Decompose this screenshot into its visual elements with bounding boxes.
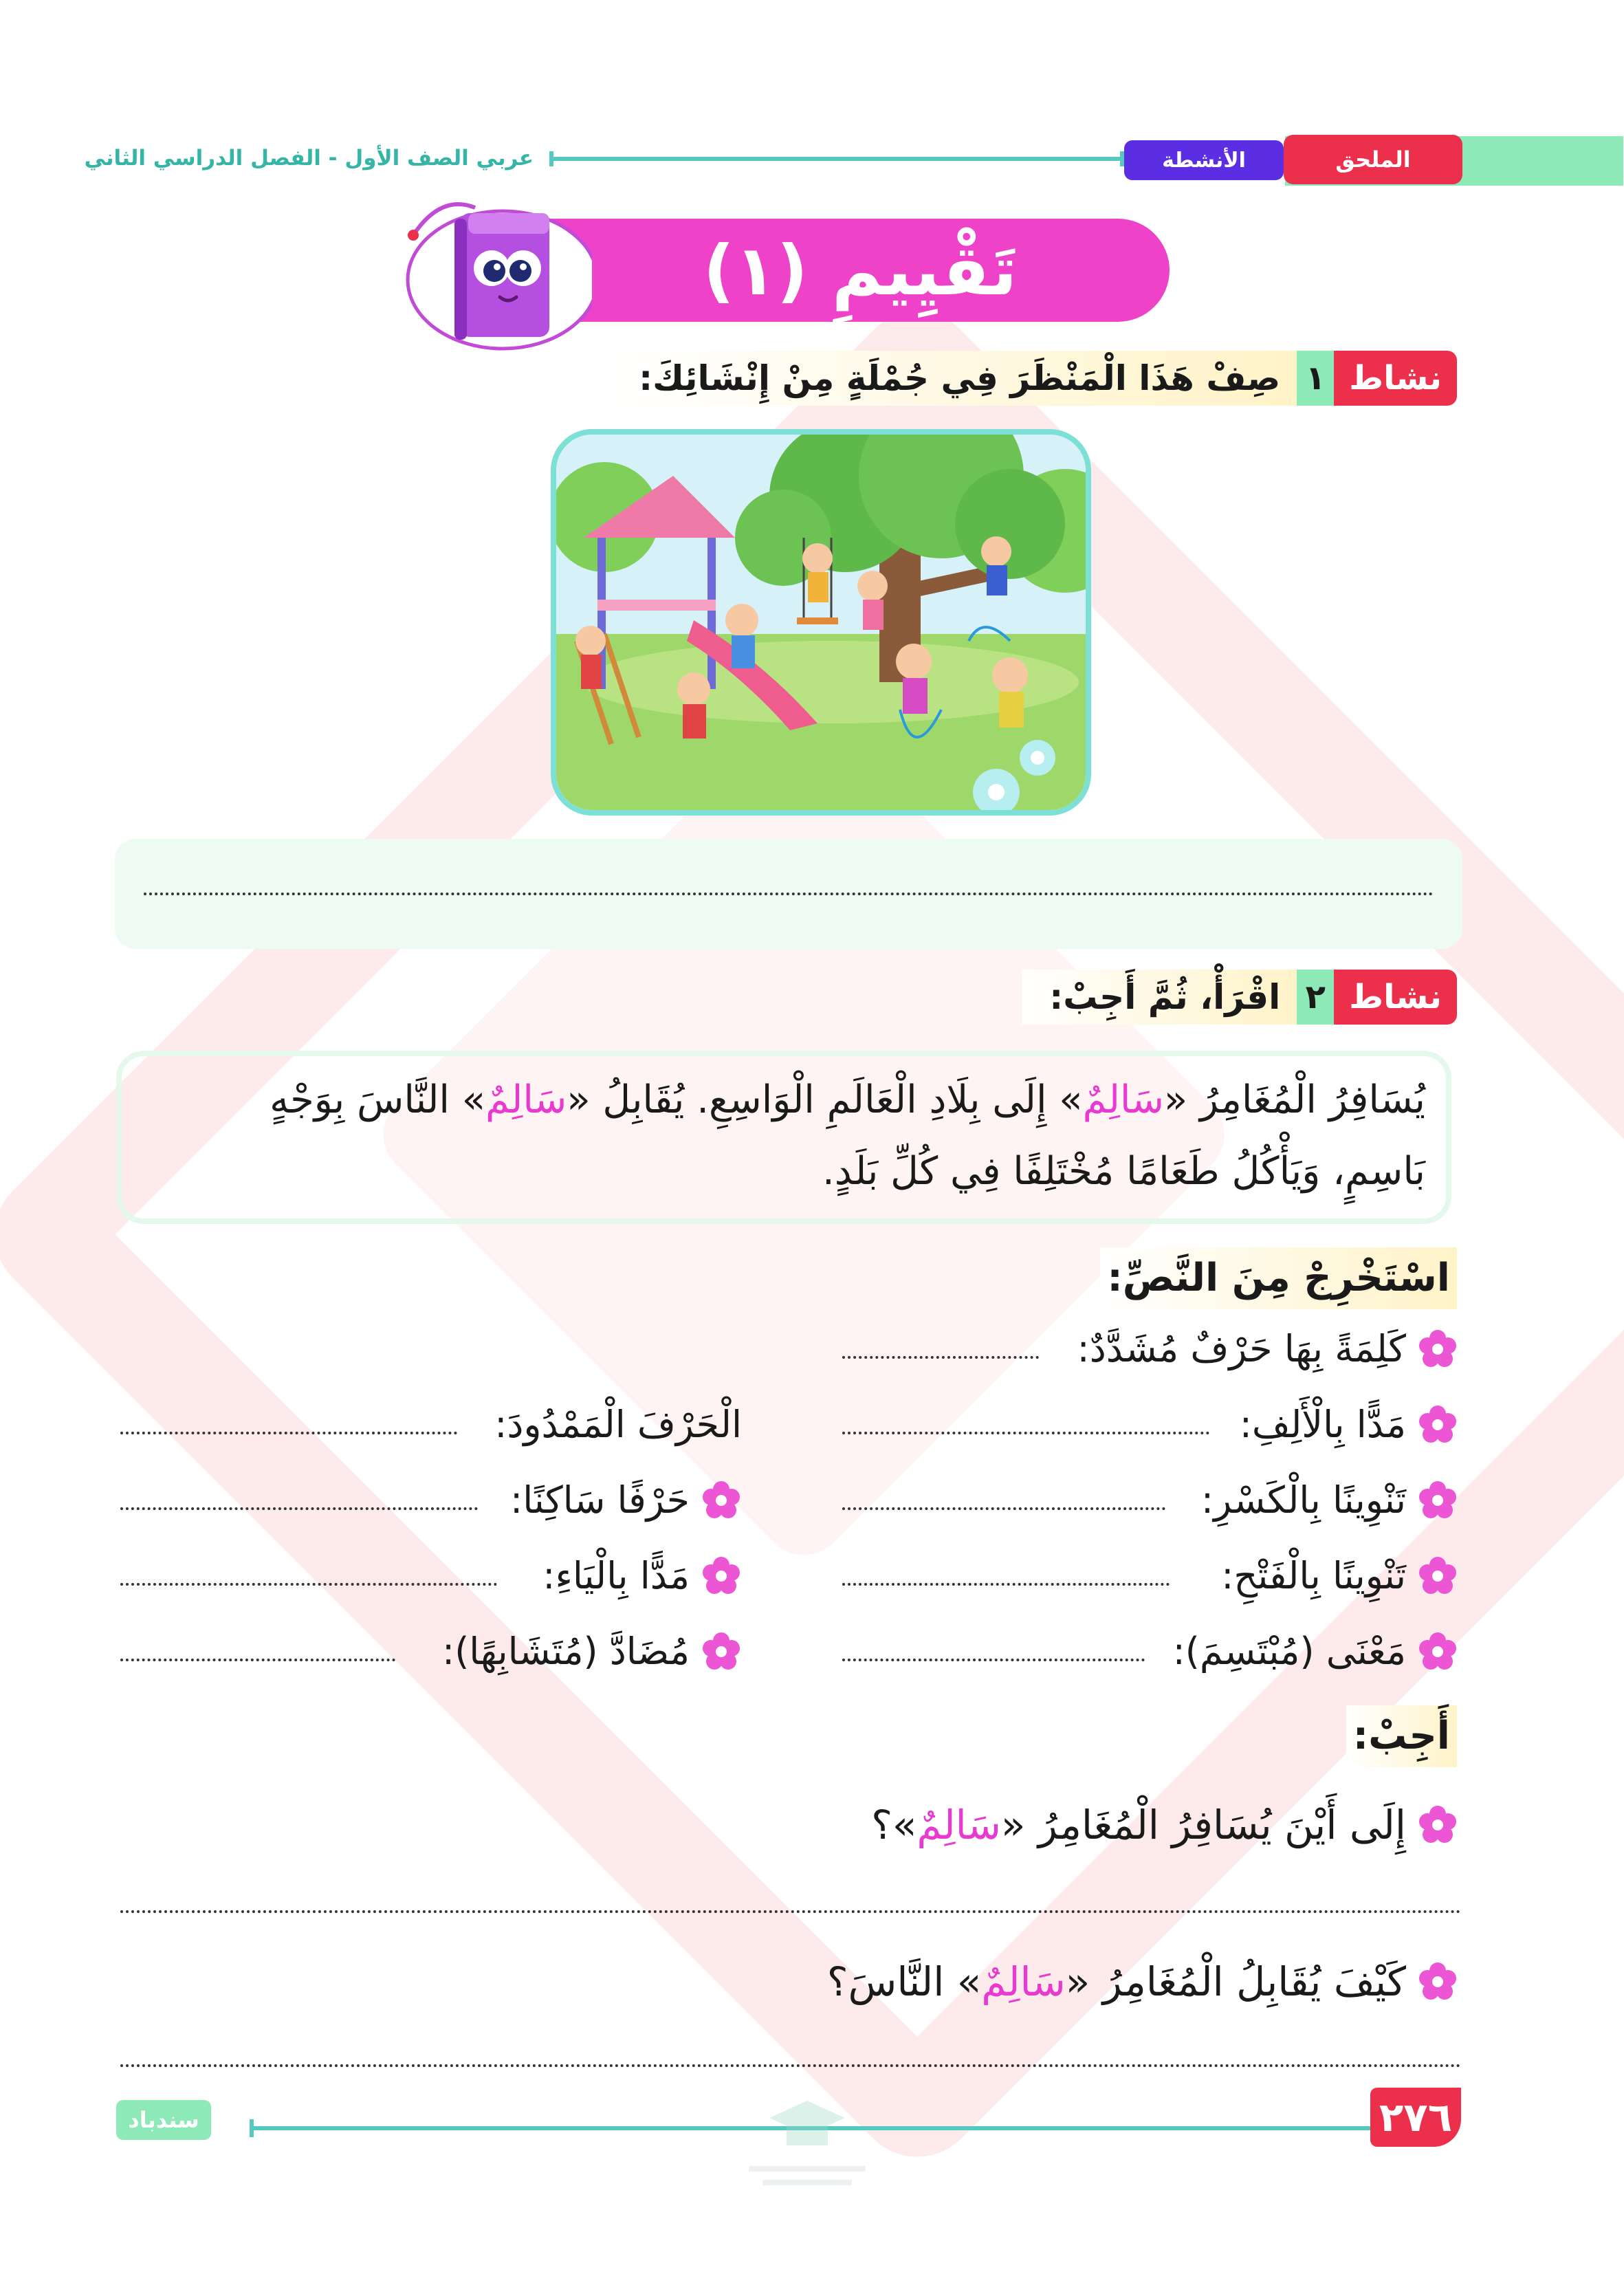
extract-item — [543, 1554, 743, 1597]
activity-instruction: اقْرَأْ، ثُمَّ أَجِبْ: — [1022, 970, 1297, 1025]
highlighted-name: سَالِمٌ — [1083, 1078, 1165, 1122]
flower-bullet-icon — [1418, 1404, 1459, 1445]
answer-line[interactable] — [843, 1356, 1040, 1359]
footer-rule-end — [250, 2119, 254, 2137]
flower-bullet-icon — [701, 1555, 743, 1597]
extract-heading: اسْتَخْرِجْ مِنَ النَّصِّ: — [1101, 1247, 1458, 1309]
highlighted-name: سَالِمٌ — [486, 1078, 568, 1122]
item-label: مَعْنَى (مُبْتَسِمَ): — [1173, 1630, 1407, 1673]
watermark-logo-icon — [722, 2077, 894, 2214]
item-label: مَدًّا بِالْيَاءِ: — [543, 1554, 690, 1597]
answer-heading: أَجِبْ: — [1347, 1705, 1458, 1767]
item-label: تَنْوِينًا بِالْفَتْحِ: — [1222, 1554, 1407, 1597]
flower-bullet-icon — [1418, 1804, 1459, 1846]
header-rule — [550, 157, 1121, 161]
item-label: كَلِمَةً بِهَا حَرْفٌ مُشَدَّدٌ: — [1077, 1327, 1407, 1370]
brand-logo: سندباد — [117, 2100, 212, 2140]
question-text — [828, 1958, 1407, 2005]
extract-item — [1202, 1478, 1459, 1522]
answer-line[interactable] — [843, 1507, 1166, 1510]
activity-badge: نشاط — [1335, 351, 1458, 406]
question-item — [872, 1802, 1459, 1848]
activity-instruction: صِفْ هَذَا الْمَنْظَرَ فِي جُمْلَةٍ مِنْ إِنْشَائِكَ: — [612, 351, 1297, 406]
passage-text: » النَّاسَ بِوَجْهٍ — [270, 1078, 487, 1122]
reading-passage — [117, 1051, 1452, 1224]
passage-line: بَاسِمٍ، وَيَأْكُلُ طَعَامًا مُخْتَلِفًا فِي كُلِّ بَلَدٍ. — [823, 1149, 1426, 1194]
activity-badge: نشاط — [1335, 970, 1458, 1025]
answer-line[interactable] — [843, 1583, 1170, 1586]
extract-item — [1222, 1554, 1459, 1597]
subject-line: عربي الصف الأول - الفصل الدراسي الثاني — [85, 146, 534, 171]
answer-line[interactable] — [843, 1432, 1210, 1434]
item-label: حَرْفًا سَاكِنًا: — [511, 1478, 690, 1522]
flower-bullet-icon — [701, 1480, 743, 1521]
flower-bullet-icon — [1418, 1480, 1459, 1521]
question-item — [828, 1958, 1459, 2005]
extract-item — [495, 1403, 743, 1446]
highlighted-name: سَالِمٌ — [917, 1802, 1002, 1848]
flower-bullet-icon — [1418, 1555, 1459, 1597]
flower-bullet-icon — [701, 1631, 743, 1672]
activity-number: ٢ — [1297, 970, 1335, 1025]
item-label: تَنْوِينًا بِالْكَسْرِ: — [1201, 1478, 1407, 1522]
page-title: تَقْيِيمِ (١) — [703, 230, 1018, 311]
answer-line[interactable] — [121, 1432, 458, 1434]
activity-1-header — [612, 351, 1458, 406]
passage-text: يُسَافِرُ الْمُغَامِرُ « — [1164, 1078, 1426, 1122]
extract-item — [1078, 1327, 1459, 1370]
answer-line[interactable] — [121, 1659, 396, 1661]
passage-text: » إِلَى بِلَادِ الْعَالَمِ الْوَاسِعِ. يُقَابِلُ « — [567, 1078, 1084, 1122]
question-part: كَيْفَ يُقَابِلُ الْمُغَامِرُ « — [1066, 1958, 1407, 2005]
tab-activities[interactable]: الأنشطة — [1125, 140, 1284, 180]
playground-illustration — [551, 429, 1092, 816]
header-rule-end — [550, 151, 554, 166]
question-part: »؟ — [872, 1802, 918, 1848]
item-label: الْحَرْفَ الْمَمْدُودَ: — [495, 1403, 743, 1446]
flower-bullet-icon — [1418, 1961, 1459, 2002]
answer-line[interactable] — [121, 2064, 1462, 2067]
extract-item — [511, 1478, 743, 1522]
page-number: ٢٧٦ — [1371, 2088, 1462, 2147]
extract-item — [1240, 1403, 1459, 1446]
answer-line[interactable] — [144, 893, 1434, 895]
flower-bullet-icon — [1418, 1329, 1459, 1370]
flower-bullet-icon — [1418, 1631, 1459, 1672]
activity-number: ١ — [1297, 351, 1335, 406]
question-text — [872, 1802, 1407, 1848]
answer-line[interactable] — [121, 1583, 498, 1586]
item-label: مَدًّا بِالْأَلِفِ: — [1240, 1403, 1407, 1446]
highlighted-name: سَالِمٌ — [982, 1958, 1066, 2005]
extract-item — [443, 1630, 743, 1673]
answer-line[interactable] — [843, 1659, 1145, 1661]
item-label: مُضَادَّ (مُتَشَابِهًا): — [443, 1630, 690, 1673]
book-mascot-icon — [400, 194, 593, 359]
passage-line — [143, 1064, 1426, 1136]
question-part: إِلَى أَيْنَ يُسَافِرُ الْمُغَامِرُ « — [1001, 1802, 1407, 1848]
activity-2-header — [1022, 970, 1458, 1025]
question-part: » النَّاسَ؟ — [827, 1958, 983, 2005]
answer-line[interactable] — [121, 1507, 479, 1510]
tab-appendix[interactable]: الملحق — [1284, 135, 1463, 184]
extract-item — [1174, 1630, 1459, 1673]
answer-line[interactable] — [121, 1910, 1462, 1913]
